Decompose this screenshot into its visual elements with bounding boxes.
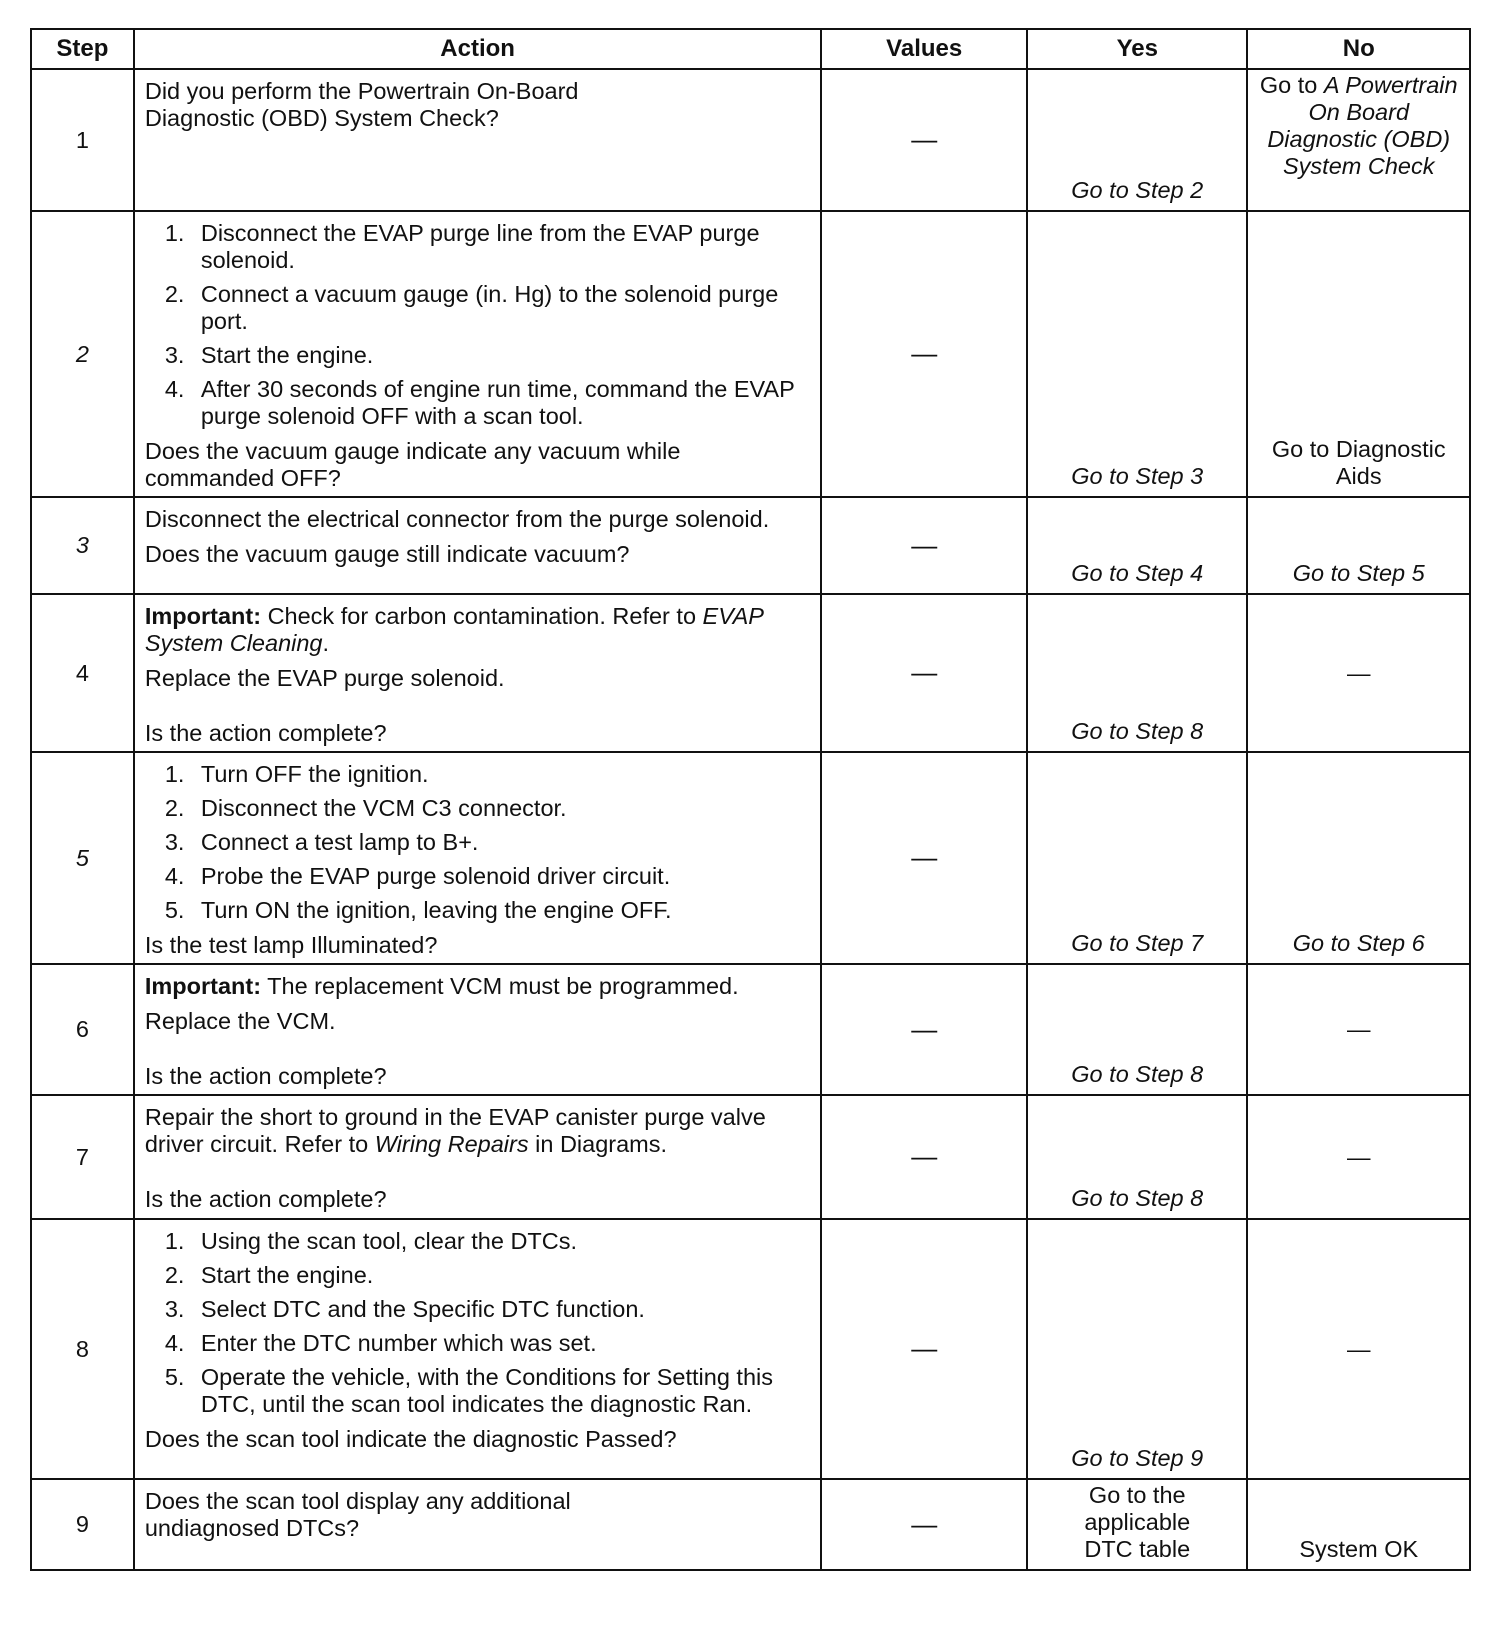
list-item: 4. Probe the EVAP purge solenoid driver circuit.	[164, 863, 671, 889]
action-question: Does the scan tool display any additional undiagnosed DTCs?	[144, 1488, 571, 1541]
values-cell	[821, 964, 1027, 1095]
list-item: 4. After 30 seconds of engine run time, command the EVAP purge solenoid OFF with a scan tool.	[164, 376, 795, 429]
diagnostic-table	[30, 28, 1471, 1571]
dash: —	[911, 529, 938, 560]
no-cell: Go to Step 5	[1247, 497, 1470, 594]
action-question: Did you perform the Powertrain On-Board Diagnostic (OBD) System Check?	[144, 78, 579, 131]
important-text: The replacement VCM must be programmed.	[261, 973, 739, 999]
yes-cell: Go to Step 8	[1027, 964, 1247, 1095]
values-cell	[821, 497, 1027, 594]
dash: —	[911, 338, 938, 368]
no-cell	[1247, 964, 1470, 1095]
dash: —	[911, 842, 938, 872]
values-cell	[821, 594, 1027, 752]
action-cell	[134, 1479, 821, 1570]
important-label: Important:	[144, 973, 262, 999]
no-cell	[1247, 1219, 1470, 1479]
dash: —	[1346, 659, 1371, 686]
list-item: 1. Using the scan tool, clear the DTCs.	[164, 1228, 578, 1254]
dash: —	[911, 1013, 938, 1044]
list-item-text: After 30 seconds of engine run time, command the EVAP purge solenoid OFF with a scan tool.	[200, 376, 795, 429]
list-item: 2. Start the engine.	[164, 1262, 374, 1288]
no-cell: Go to Step 6	[1247, 752, 1470, 964]
table-row-step-8	[31, 1219, 1470, 1479]
important-end: .	[322, 630, 330, 656]
action-question: Does the scan tool indicate the diagnostic Passed?	[144, 1426, 677, 1452]
action-question: Is the action complete?	[144, 720, 387, 746]
dash: —	[1346, 1143, 1371, 1170]
list-item-text: Connect a test lamp to B+.	[200, 829, 479, 855]
list-item: 5. Operate the vehicle, with the Conditions for Setting this DTC, until the scan tool indicates the diagnostic Ran.	[164, 1364, 774, 1417]
action-cell	[134, 69, 821, 211]
table-row-step-1	[31, 69, 1470, 211]
action-cell	[134, 211, 821, 497]
action-text-a: Repair the short to ground in the EVAP canister purge valve driver circuit. Refer to	[144, 1104, 766, 1157]
yes-cell: Go to Step 8	[1027, 1095, 1247, 1219]
important-text: Check for carbon contamination. Refer to	[261, 603, 703, 629]
table-row-step-6	[31, 964, 1470, 1095]
dash: —	[911, 124, 938, 154]
action-text: Disconnect the electrical connector from the purge solenoid.	[144, 506, 770, 532]
action-question: Is the action complete?	[144, 1186, 387, 1212]
yes-cell: Go to Step 4	[1027, 497, 1247, 594]
step-number: 2	[31, 211, 134, 497]
no-cell	[1247, 594, 1470, 752]
step-number: 6	[31, 964, 134, 1095]
action-list	[145, 220, 806, 430]
step-number: 3	[31, 497, 134, 594]
header-step: Step	[31, 29, 134, 69]
values-cell	[821, 1479, 1027, 1570]
header-values: Values	[821, 29, 1027, 69]
table-row-step-3	[31, 497, 1470, 594]
list-item-text: Start the engine.	[200, 342, 374, 368]
list-item: 3. Start the engine.	[164, 342, 374, 368]
action-text: Replace the VCM.	[144, 1008, 336, 1034]
list-item: 5. Turn ON the ignition, leaving the engine OFF.	[164, 897, 672, 923]
header-yes: Yes	[1027, 29, 1247, 69]
table-row-step-9	[31, 1479, 1470, 1570]
list-item-text: Select DTC and the Specific DTC function.	[200, 1296, 645, 1322]
yes-cell: Go to Step 9	[1027, 1219, 1247, 1479]
no-cell: Go to Diagnostic Aids	[1247, 211, 1470, 497]
values-cell	[821, 69, 1027, 211]
yes-cell: Go to Step 7	[1027, 752, 1247, 964]
action-question: Is the test lamp Illuminated?	[144, 932, 438, 958]
values-cell	[821, 1219, 1027, 1479]
dash: —	[1346, 1335, 1371, 1362]
dash: —	[911, 1333, 938, 1363]
action-list	[145, 761, 806, 924]
step-number: 1	[31, 69, 134, 211]
list-item: 3. Connect a test lamp to B+.	[164, 829, 479, 855]
action-text-b: in Diagrams.	[528, 1131, 668, 1157]
no-ref: A Powertrain On Board Diagnostic (OBD) System Check	[1267, 72, 1458, 179]
step-number: 7	[31, 1095, 134, 1219]
action-question: Does the vacuum gauge still indicate vacuum?	[144, 541, 630, 567]
action-question: Does the vacuum gauge indicate any vacuum while commanded OFF?	[144, 438, 681, 491]
step-number: 4	[31, 594, 134, 752]
dash: —	[1346, 1016, 1371, 1042]
header-no: No	[1247, 29, 1470, 69]
yes-cell: Go to Step 2	[1027, 69, 1247, 211]
dash: —	[911, 1508, 938, 1539]
action-question: Is the action complete?	[144, 1063, 387, 1089]
table-row-step-7	[31, 1095, 1470, 1219]
action-cell	[134, 1095, 821, 1219]
list-item: 3. Select DTC and the Specific DTC function.	[164, 1296, 645, 1322]
dash: —	[911, 1141, 938, 1171]
list-item: 1. Disconnect the EVAP purge line from the EVAP purge solenoid.	[164, 220, 760, 273]
action-cell	[134, 1219, 821, 1479]
list-item-text: Turn ON the ignition, leaving the engine OFF.	[200, 897, 672, 923]
yes-cell: Go to the applicable DTC table	[1027, 1479, 1247, 1570]
list-item-text: Using the scan tool, clear the DTCs.	[200, 1228, 578, 1254]
table-row-step-5	[31, 752, 1470, 964]
list-item: 2. Connect a vacuum gauge (in. Hg) to the solenoid purge port.	[164, 281, 779, 334]
list-item-text: Connect a vacuum gauge (in. Hg) to the solenoid purge port.	[200, 281, 779, 334]
action-cell	[134, 752, 821, 964]
important-ref: EVAP System Cleaning	[144, 603, 764, 656]
no-cell: System OK	[1247, 1479, 1470, 1570]
action-text	[145, 1104, 806, 1158]
values-cell	[821, 752, 1027, 964]
step-number: 8	[31, 1219, 134, 1479]
values-cell	[821, 1095, 1027, 1219]
values-cell	[821, 211, 1027, 497]
list-item: 4. Enter the DTC number which was set.	[164, 1330, 597, 1356]
action-list	[145, 1228, 806, 1418]
list-item-text: Disconnect the EVAP purge line from the EVAP purge solenoid.	[200, 220, 760, 273]
list-item-text: Turn OFF the ignition.	[200, 761, 429, 787]
dash: —	[911, 657, 938, 687]
action-text: Replace the EVAP purge solenoid.	[144, 665, 505, 691]
list-item-text: Enter the DTC number which was set.	[200, 1330, 597, 1356]
list-item-text: Start the engine.	[200, 1262, 374, 1288]
action-cell	[134, 594, 821, 752]
list-item-text: Operate the vehicle, with the Conditions for Setting this DTC, until the scan tool indicates the diagnostic Ran.	[200, 1364, 774, 1417]
action-cell	[134, 964, 821, 1095]
header-row	[31, 29, 1470, 69]
list-item: 1. Turn OFF the ignition.	[164, 761, 429, 787]
important-note	[145, 603, 806, 657]
important-label: Important:	[144, 603, 262, 629]
no-prefix: Go to	[1259, 72, 1324, 98]
step-number: 5	[31, 752, 134, 964]
yes-cell: Go to Step 8	[1027, 594, 1247, 752]
yes-cell: Go to Step 3	[1027, 211, 1247, 497]
header-action: Action	[134, 29, 821, 69]
important-note	[145, 973, 806, 1000]
table-row-step-2	[31, 211, 1470, 497]
list-item-text: Probe the EVAP purge solenoid driver circuit.	[200, 863, 671, 889]
action-ref: Wiring Repairs	[374, 1131, 529, 1157]
list-item-text: Disconnect the VCM C3 connector.	[200, 795, 567, 821]
action-cell	[134, 497, 821, 594]
no-cell	[1247, 1095, 1470, 1219]
table-row-step-4	[31, 594, 1470, 752]
step-number: 9	[31, 1479, 134, 1570]
no-cell	[1247, 69, 1470, 211]
list-item: 2. Disconnect the VCM C3 connector.	[164, 795, 567, 821]
